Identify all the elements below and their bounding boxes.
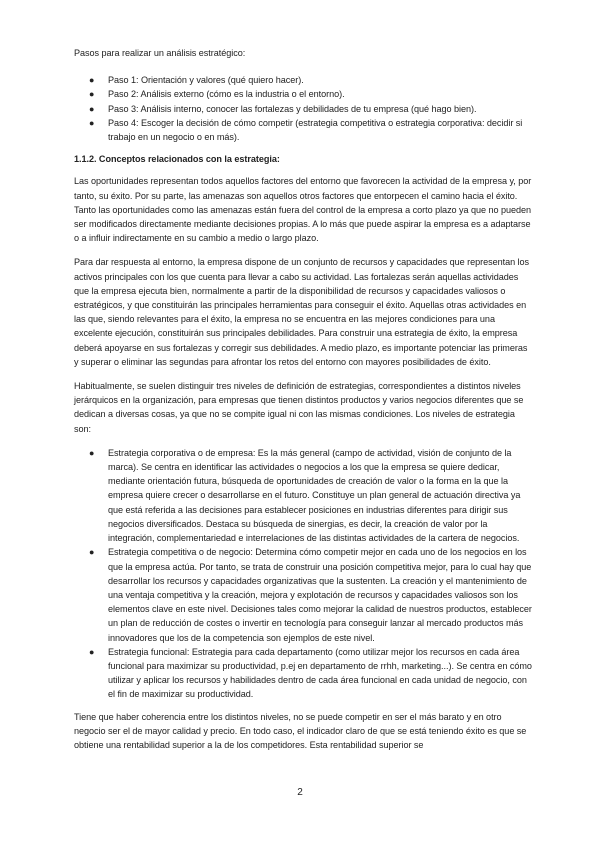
- level-item: [74, 645, 534, 702]
- paragraph: Las oportunidades representan todos aquellos factores del entorno que favorecen la actividad de la empresa y, por tanto, su éxito. Por su parte, las amenazas son aquellos otros factores que entorpecen el camino hacia el éxito. Tanto las oportunidades como las amenazas están fuera del control de la empresa a corto plazo ya que no pueden ser modificados directamente mediante decisiones propias. A lo más que puede aspirar la empresa es a adaptarse o a influir indirectamente en su cambio a medio o largo plazo.: [74, 176, 532, 244]
- step-item: [74, 102, 534, 116]
- page-number: 2: [297, 787, 303, 798]
- level-text: Estrategia competitiva o de negocio: Determina cómo competir mejor en cada uno de los negocios en los que la empresa actúa. Por tanto, se trata de construir una posición competitiva mejor, para lo cual hay que desarrollar los recursos y capacidades organizativas que la sustenten. La creación y el mantenimiento de una ventaja competitiva y la creación, mejora y explotación de recursos y capacidades valiosos son los elementos clave en este nivel. Decisiones tales como mejorar la calidad de nuestros productos, establecer un plan de reducción de costes o invertir en tecnología para conseguir lanzar al mercado productos más innovadores que los de la competencia son ejemplos de este nivel.: [108, 547, 532, 643]
- bullet-icon: ●: [89, 117, 95, 128]
- step-text: Paso 2: Análisis externo (cómo es la industria o el entorno).: [108, 89, 345, 100]
- intro-text: Pasos para realizar un análisis estratégico:: [74, 48, 246, 58]
- paragraph: Habitualmente, se suelen distinguir tres niveles de definición de estrategias, correspondientes a distintos niveles jerárquicos en la organización, para empresas que tienen distintos productos y varios negocios diferentes que se dedican a diversas cosas, ya que no se compite igual ni con las mismas condiciones. Los niveles de estrategia son:: [74, 381, 524, 434]
- step-text: Paso 4: Escoger la decisión de cómo competir (estrategia competitiva o estrategia corporativa: decidir si trabajo en un negocio o en más).: [108, 117, 523, 143]
- bullet-icon: ●: [89, 646, 95, 657]
- level-item: [74, 446, 534, 545]
- step-item: [74, 116, 534, 144]
- level-text: Estrategia funcional: Estrategia para cada departamento (como utilizar mejor los recursos en cada área funcional para maximizar su productividad, p.ej en departamento de rrhh, marketing...). Se centra en cómo utilizar y aplicar los recursos y habilidades dentro de cada área funcional en cada unidad de negocio, con el fin de maximizar su productividad.: [108, 646, 532, 700]
- bullet-icon: ●: [89, 547, 95, 558]
- bullet-icon: ●: [89, 447, 95, 458]
- bullet-icon: ●: [89, 103, 95, 114]
- paragraph: Para dar respuesta al entorno, la empresa dispone de un conjunto de recursos y capacidades que representan los activos principales con los que cuenta para llevar a cabo su actividad. Las fortalezas serán aquellas actividades que la empresa ejecuta bien, normalmente a partir de la disponibilidad de recursos y capacidades valiosos o estratégicos, y que constituirán las principales herramientas para conseguir el éxito. Aquellas otras actividades en las que, siendo relevantes para el éxito, la empresa no se encuentra en las mejores condiciones para una excelente ejecución, constituirán sus principales debilidades. Para construir una estrategia de éxito, la empresa deberá apoyarse en sus fortalezas y corregir sus debilidades. A medio plazo, es importante potenciar las primeras y superar o eliminar las segundas para afrontar los retos del entorno con mayores posibilidades de éxito.: [74, 257, 530, 367]
- step-item: [74, 87, 534, 101]
- strategy-levels-list: [74, 446, 534, 702]
- section-heading: 1.1.2. Conceptos relacionados con la estrategia:: [74, 154, 280, 165]
- bullet-icon: ●: [89, 75, 95, 86]
- closing-paragraph: Tiene que haber coherencia entre los distintos niveles, no se puede competir en ser el más barato y en otro negocio ser el de mayor calidad y precio. En todo caso, el indicador claro de que se está teniendo éxito es que se obtiene una rentabilidad superior a la de los competidores. Esta rentabilidad superior se: [74, 711, 527, 750]
- steps-list: [74, 73, 534, 144]
- level-text: Estrategia corporativa o de empresa: Es la más general (campo de actividad, visión de conjunto de la marca). Se centra en identificar las actividades o negocios a los que la empresa se quiere dedicar, mediante orientación futura, búsqueda de oportunidades de creación de valor o la forma en la que la empresa quiere crecer o desarrollarse en el futuro. Constituye un plan general de actuación directiva ya que está referida a las decisiones para establecer posiciones en industrias diferentes para dirigir sus negocios diversificados. Destaca su búsqueda de sinergias, es decir, la creación de valor por la integración, complementariedad e interrelaciones de las distintas actividades de la cartera de negocios.: [108, 447, 521, 544]
- page-content: [74, 46, 534, 762]
- level-item: [74, 545, 534, 644]
- step-text: Paso 1: Orientación y valores (qué quiero hacer).: [108, 75, 304, 86]
- step-item: [74, 73, 534, 87]
- bullet-icon: ●: [89, 89, 95, 100]
- step-text: Paso 3: Análisis interno, conocer las fortalezas y debilidades de tu empresa (qué hago bien).: [108, 103, 477, 114]
